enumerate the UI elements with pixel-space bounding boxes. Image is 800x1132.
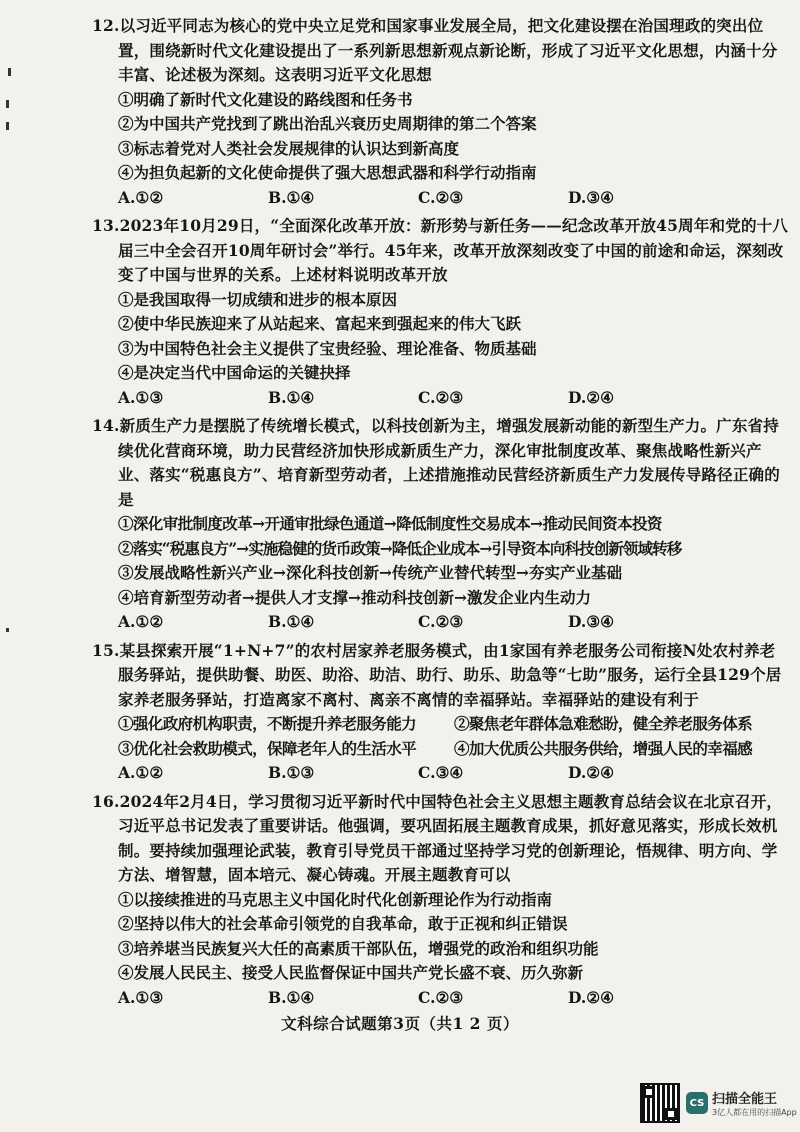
statement-row — [118, 737, 790, 762]
statement-row — [118, 712, 790, 737]
camscanner-logo-icon: CS — [686, 1092, 708, 1114]
statement: ④发展人民民主、接受人民监督保证中国共产党长盛不衰、历久弥新 — [118, 963, 584, 982]
qr-code-icon — [640, 1083, 680, 1123]
answer-options — [118, 986, 790, 1011]
statement: ①以接续推进的马克思主义中国化时代化创新理论作为行动指南 — [118, 889, 553, 909]
question-12 — [92, 14, 790, 210]
statement: ③优化社会救助模式，保障老年人的生活水平 — [118, 738, 417, 758]
scanner-watermark — [640, 1078, 800, 1128]
option-b[interactable]: B.①③ — [268, 763, 315, 782]
statement: ④为担负起新的文化使命提供了强大思想武器和科学行动指南 — [118, 163, 537, 182]
margin-mark — [6, 628, 9, 632]
statement: ②坚持以伟大的社会革命引领党的自我革命，敢于正视和纠正错误 — [118, 914, 568, 933]
option-c[interactable]: C.②③ — [418, 612, 464, 631]
option-a[interactable]: A.①③ — [118, 387, 164, 407]
option-b[interactable]: B.①④ — [268, 187, 315, 207]
option-c[interactable]: C.③④ — [418, 763, 464, 782]
scanner-name: 扫描全能王 — [712, 1092, 778, 1107]
option-b[interactable]: B.①④ — [268, 612, 315, 631]
option-a[interactable]: A.①② — [118, 612, 164, 631]
answer-options — [118, 610, 790, 635]
page-footer: 文科综合试题第3页（共1 2 页） — [281, 1014, 519, 1033]
question-number: 15. — [92, 640, 120, 660]
option-d[interactable]: D.②④ — [568, 387, 615, 407]
question-number: 13. — [92, 216, 120, 235]
statement: ①是我国取得一切成绩和进步的根本原因 — [118, 289, 398, 309]
statement: ②使中华民族迎来了从站起来、富起来到强起来的伟大飞跃 — [118, 314, 522, 333]
question-stem: 13.2023年10月29日，“全面深化改革开放：新形势与新任务——纪念改革开放45周年和党的十八届三中全会召开10周年研讨会”举行。45年来，改革开放深刻改变了中国的前途和命运，深刻改变了中国与世界的关系。上述材料说明改革开放 — [92, 216, 789, 284]
question-15 — [92, 639, 790, 786]
statement: ③发展战略性新兴产业→深化科技创新→传统产业替代转型→夯实产业基础 — [118, 563, 622, 582]
option-a[interactable]: A.①② — [118, 187, 164, 207]
scanner-brand — [712, 1088, 797, 1118]
margin-mark — [8, 68, 11, 76]
question-stem: 14.新质生产力是摆脱了传统增长模式，以科技创新为主，增强发展新动能的新型生产力。广东省持续优化营商环境，助力民营经济加快形成新质生产力，深化审批制度改革、聚焦战略性新兴产业、落实“税惠良方”、培育新型劳动者，上述措施推动民营经济新质生产力发展传导路径正确的是 — [92, 416, 780, 509]
option-c[interactable]: C.②③ — [418, 987, 464, 1007]
option-b[interactable]: B.①④ — [268, 387, 315, 407]
statement: ④加大优质公共服务供给，增强人民的幸福感 — [454, 738, 753, 758]
statement: ③标志着党对人类社会发展规律的认识达到新高度 — [118, 138, 460, 158]
statement: ①深化审批制度改革→开通审批绿色通道→降低制度性交易成本→推动民间资本投资 — [118, 514, 662, 533]
question-stem: 15.某县探索开展“1+N+7”的农村居家养老服务模式，由1家国有养老服务公司衔接N处农村养老服务驿站，提供助餐、助医、助浴、助洁、助行、助乐、助急等“七助”服务，运行全县129个居家养老服务驿站，打造离家不离村、离亲不离情的幸福驿站。幸福驿站的建设有利于 — [92, 640, 782, 709]
statement: ④是决定当代中国命运的关键抉择 — [118, 363, 351, 382]
question-list — [92, 14, 790, 1014]
statement: ④培育新型劳动者→提供人才支撑→推动科技创新→激发企业内生动力 — [118, 587, 591, 607]
option-a[interactable]: A.①② — [118, 763, 164, 782]
question-number: 16. — [92, 791, 120, 811]
option-d[interactable]: D.③④ — [568, 612, 615, 631]
option-c[interactable]: C.②③ — [418, 387, 464, 407]
statement: ②落实“税惠良方”→实施稳健的货币政策→降低企业成本→引导资本向科技创新领域转移 — [118, 538, 682, 558]
question-stem: 12.以习近平同志为核心的党中央立足党和国家事业发展全局，把文化建设摆在治国理政的突出位置，围绕新时代文化建设提出了一系列新思想新观点新论断，形成了习近平文化思想，内涵十分丰富、论述极为深刻。这表明习近平文化思想 — [92, 16, 778, 84]
statement: ③为中国特色社会主义提供了宝贵经验、理论准备、物质基础 — [118, 338, 537, 358]
answer-options — [118, 186, 790, 211]
question-16 — [92, 790, 790, 1011]
answer-options — [118, 386, 790, 411]
statement: ①强化政府机构职责，不断提升养老服务能力 — [118, 714, 417, 733]
option-a[interactable]: A.①③ — [118, 987, 164, 1007]
option-b[interactable]: B.①④ — [268, 987, 315, 1007]
question-number: 12. — [92, 16, 120, 35]
answer-options — [118, 761, 790, 786]
question-number: 14. — [92, 416, 120, 435]
statement: ②为中国共产党找到了跳出治乱兴衰历史周期律的第二个答案 — [118, 114, 537, 133]
statement: ③培养堪当民族复兴大任的高素质干部队伍，增强党的政治和组织功能 — [118, 938, 599, 958]
option-d[interactable]: D.③④ — [568, 187, 615, 207]
option-d[interactable]: D.②④ — [568, 763, 615, 782]
question-13 — [92, 214, 790, 410]
statement: ②聚焦老年群体急难愁盼，健全养老服务体系 — [454, 714, 753, 733]
margin-mark — [6, 122, 9, 130]
margin-mark — [6, 100, 9, 108]
option-d[interactable]: D.②④ — [568, 987, 615, 1007]
scanner-slogan: 3亿人都在用的扫描App — [712, 1108, 797, 1117]
question-stem: 16.2024年2月4日，学习贯彻习近平新时代中国特色社会主义思想主题教育总结会议在北京召开，习近平总书记发表了重要讲话。他强调，要巩固拓展主题教育成果，抓好意见落实，形成长效机制。要持续加强理论武装，教育引导党员干部通过坚持学习党的创新理论，悟规律、明方向、学方法、增智慧，固本培元、凝心铸魂。开展主题教育可以 — [92, 791, 783, 884]
question-14 — [92, 414, 790, 635]
statement: ①明确了新时代文化建设的路线图和任务书 — [118, 89, 413, 109]
option-c[interactable]: C.②③ — [418, 187, 464, 207]
